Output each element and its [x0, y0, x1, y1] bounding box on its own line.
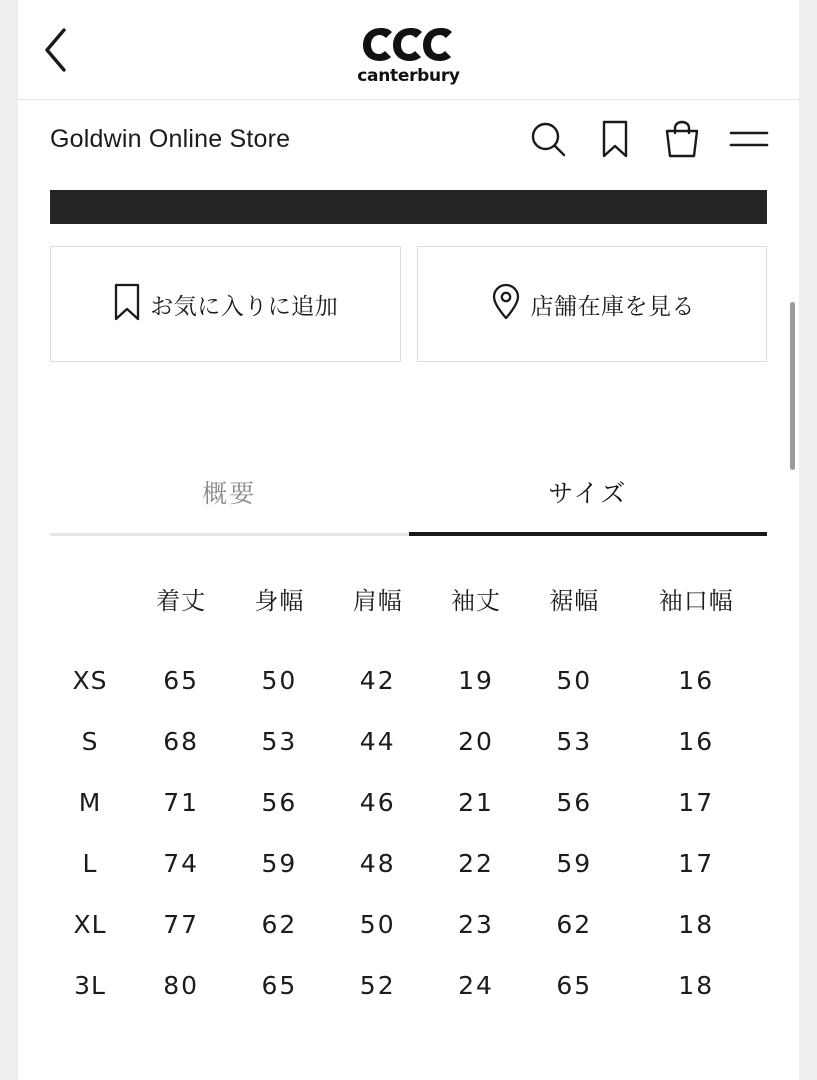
- size-cell: 48: [359, 849, 396, 878]
- size-cell: 22: [458, 849, 494, 878]
- size-cell: 24: [458, 971, 494, 1000]
- size-cell: 65: [163, 666, 200, 695]
- size-cell: 19: [458, 666, 494, 695]
- map-pin-icon: [489, 282, 523, 327]
- size-cell: 44: [359, 727, 396, 756]
- secondary-actions: [50, 246, 767, 362]
- size-cell: 46: [359, 788, 396, 817]
- back-button[interactable]: [32, 26, 80, 74]
- browser-topbar: [18, 0, 799, 100]
- view-store-stock-button[interactable]: [417, 246, 768, 362]
- size-cell: 56: [556, 788, 593, 817]
- canterbury-logo: [344, 24, 474, 86]
- size-label: 3L: [74, 971, 106, 1000]
- add-to-favorites-button[interactable]: [50, 246, 401, 362]
- size-cell: 16: [678, 727, 715, 756]
- size-cell: 50: [556, 666, 593, 695]
- size-table: [48, 580, 769, 1016]
- size-label: S: [81, 727, 99, 756]
- size-cell: 77: [163, 910, 200, 939]
- size-cell: 42: [359, 666, 396, 695]
- canterbury-wordmark: canterbury: [357, 66, 460, 86]
- size-cell: 20: [458, 727, 494, 756]
- size-cell: 65: [556, 971, 593, 1000]
- bookmark-icon: [599, 119, 631, 159]
- size-cell: 71: [163, 788, 200, 817]
- size-cell: 50: [359, 910, 396, 939]
- size-table-column-header: 着丈: [156, 587, 207, 615]
- size-table-column-header: 袖口幅: [658, 587, 734, 615]
- size-cell: 53: [261, 727, 298, 756]
- header-actions: [528, 119, 769, 159]
- page-viewport: [18, 0, 799, 1080]
- size-cell: 62: [556, 910, 593, 939]
- view-store-stock-label: 店舗在庫を見る: [530, 292, 695, 319]
- size-label: XL: [73, 910, 107, 939]
- table-row: [48, 772, 769, 833]
- size-label: L: [82, 849, 98, 878]
- size-cell: 56: [261, 788, 298, 817]
- size-table-column-header: 肩幅: [352, 587, 403, 615]
- table-row: [48, 955, 769, 1016]
- search-button[interactable]: [528, 119, 568, 159]
- size-table-head: [48, 580, 769, 650]
- size-table-corner: [48, 580, 132, 650]
- size-cell: 18: [678, 910, 715, 939]
- size-label: XS: [72, 666, 108, 695]
- bag-icon: [663, 119, 701, 159]
- bookmark-button[interactable]: [595, 119, 635, 159]
- size-cell: 52: [359, 971, 396, 1000]
- primary-action-bar[interactable]: [50, 190, 767, 224]
- search-icon: [529, 120, 567, 158]
- menu-icon: [729, 127, 769, 151]
- size-table-column-header: 身幅: [254, 587, 305, 615]
- table-row: [48, 894, 769, 955]
- size-cell: 80: [163, 971, 200, 1000]
- vertical-scrollbar[interactable]: [790, 302, 795, 470]
- menu-button[interactable]: [729, 119, 769, 159]
- table-row: [48, 833, 769, 894]
- size-label: M: [78, 788, 102, 817]
- size-cell: 18: [678, 971, 715, 1000]
- size-table-header-row: [48, 580, 769, 650]
- size-cell: 16: [678, 666, 715, 695]
- cart-button[interactable]: [662, 119, 702, 159]
- tab-size[interactable]: サイズ: [409, 474, 768, 536]
- size-cell: 53: [556, 727, 593, 756]
- bookmark-icon: [112, 282, 142, 327]
- detail-tabs: [50, 474, 767, 536]
- size-cell: 74: [163, 849, 200, 878]
- chevron-left-icon: [41, 27, 71, 73]
- size-cell: 59: [556, 849, 593, 878]
- table-row: [48, 650, 769, 711]
- tab-overview[interactable]: 概要: [50, 474, 409, 536]
- canterbury-ccc-mark: [344, 24, 474, 64]
- size-cell: 21: [458, 788, 494, 817]
- size-table-body: [48, 650, 769, 1016]
- size-table-column-header: 袖丈: [450, 587, 501, 615]
- size-cell: 17: [678, 788, 715, 817]
- table-row: [48, 711, 769, 772]
- size-cell: 62: [261, 910, 298, 939]
- size-table-column-header: 裾幅: [549, 587, 600, 615]
- add-to-favorites-label: お気に入りに追加: [150, 292, 339, 319]
- size-cell: 65: [261, 971, 298, 1000]
- size-cell: 17: [678, 849, 715, 878]
- size-cell: 59: [261, 849, 298, 878]
- size-cell: 68: [163, 727, 200, 756]
- size-cell: 23: [458, 910, 494, 939]
- store-header: [18, 100, 799, 178]
- size-cell: 50: [261, 666, 298, 695]
- store-name: Goldwin Online Store: [50, 124, 291, 153]
